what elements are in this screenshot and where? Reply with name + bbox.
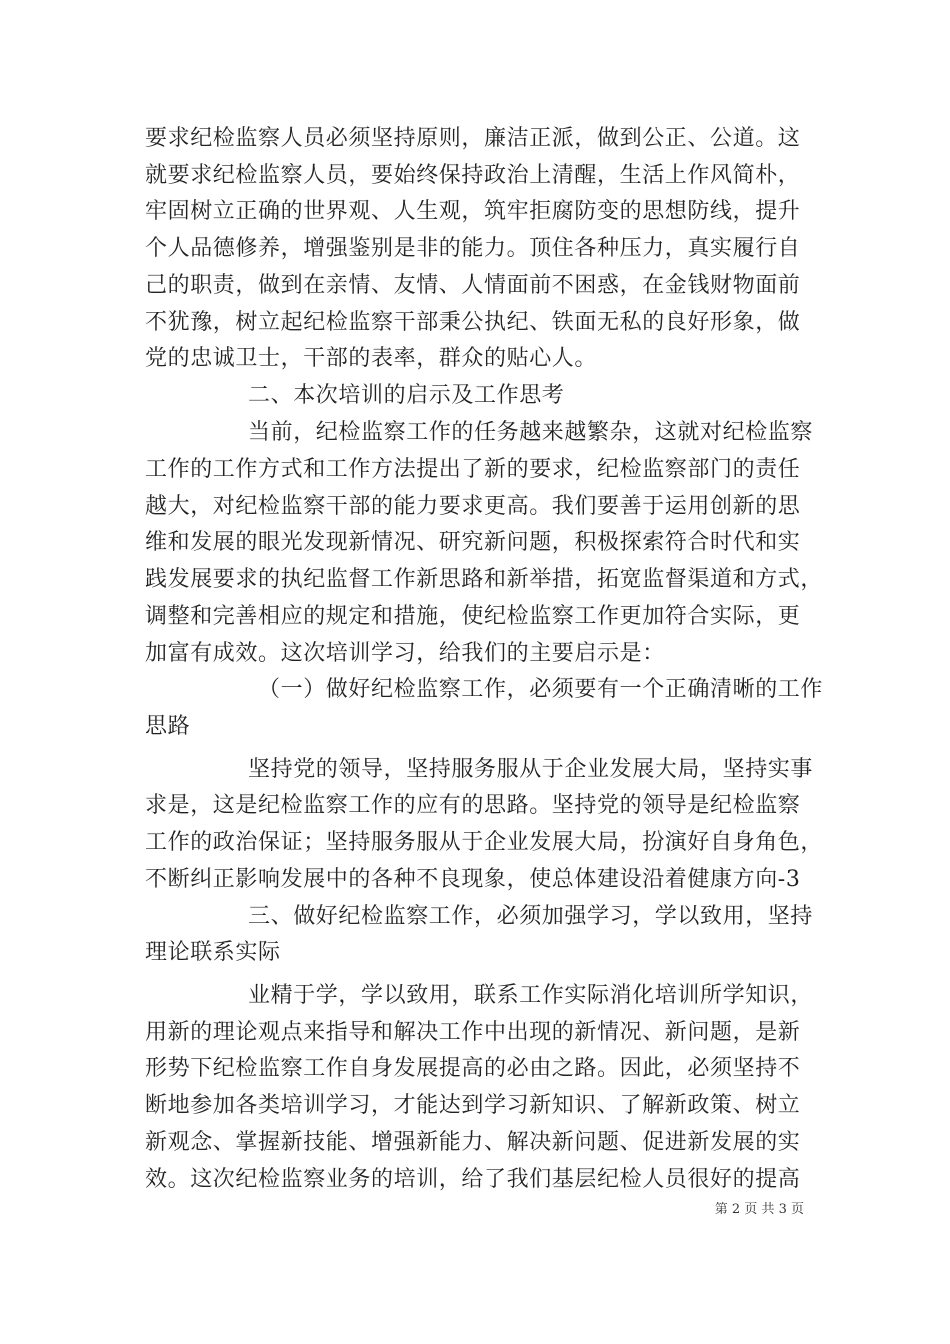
text-line: 工作的政治保证；坚持服务服从于企业发展大局，扮演好自身角色， bbox=[145, 830, 824, 855]
text-line: 当前，纪检监察工作的任务越来越繁杂，这就对纪检监察 bbox=[248, 420, 814, 445]
text-line: 调整和完善相应的规定和措施，使纪检监察工作更加符合实际，更 bbox=[145, 604, 801, 629]
text-line: 就要求纪检监察人员，要始终保持政治上清醒，生活上作风简朴， bbox=[145, 163, 801, 188]
text-line: 效。这次纪检监察业务的培训，给了我们基层纪检人员很好的提高 bbox=[145, 1167, 801, 1192]
text-line: 维和发展的眼光发现新情况、研究新问题，积极探索符合时代和实 bbox=[145, 530, 801, 555]
text-line: 用新的理论观点来指导和解决工作中出现的新情况、新问题，是新 bbox=[145, 1020, 801, 1045]
text-line: 不断纠正影响发展中的各种不良现象，使总体建设沿着健康方向-3 bbox=[145, 867, 801, 892]
section-heading: 二、本次培训的启示及工作思考 bbox=[248, 383, 565, 408]
section-heading: 三、做好纪检监察工作，必须加强学习，学以致用，坚持 bbox=[248, 904, 814, 929]
text-line: 个人品德修养，增强鉴别是非的能力。顶住各种压力，真实履行自 bbox=[145, 236, 801, 261]
text-line: 新观念、掌握新技能、增强新能力、解决新问题、促进新发展的实 bbox=[145, 1130, 801, 1155]
subsection-heading: （一）做好纪检监察工作，必须要有一个正确清晰的工作 bbox=[258, 677, 824, 702]
text-line: 要求纪检监察人员必须坚持原则，廉洁正派，做到公正、公道。这 bbox=[145, 126, 801, 151]
text-line: 工作的工作方式和工作方法提出了新的要求，纪检监察部门的责任 bbox=[145, 457, 801, 482]
text-line: 形势下纪检监察工作自身发展提高的必由之路。因此，必须坚持不 bbox=[145, 1056, 801, 1081]
text-line: 坚持党的领导，坚持服务服从于企业发展大局，坚持实事 bbox=[248, 757, 814, 782]
text-line: 越大，对纪检监察干部的能力要求更高。我们要善于运用创新的思 bbox=[145, 494, 801, 519]
subsection-heading-continuation: 思路 bbox=[145, 714, 191, 739]
text-line: 牢固树立正确的世界观、人生观，筑牢拒腐防变的思想防线，提升 bbox=[145, 199, 801, 224]
page-number: 第 2 页 共 3 页 bbox=[714, 1202, 804, 1217]
text-line: 己的职责，做到在亲情、友情、人情面前不困惑，在金钱财物面前 bbox=[145, 273, 801, 298]
text-line: 求是，这是纪检监察工作的应有的思路。坚持党的领导是纪检监察 bbox=[145, 793, 801, 818]
text-line: 业精于学，学以致用，联系工作实际消化培训所学知识， bbox=[248, 983, 814, 1008]
section-heading-continuation: 理论联系实际 bbox=[145, 940, 281, 965]
text-line: 不犹豫，树立起纪检监察干部秉公执纪、铁面无私的良好形象，做 bbox=[145, 310, 801, 335]
text-line: 践发展要求的执纪监督工作新思路和新举措，拓宽监督渠道和方式， bbox=[145, 567, 824, 592]
text-line: 断地参加各类培训学习，才能达到学习新知识、了解新政策、树立 bbox=[145, 1093, 801, 1118]
text-line: 党的忠诚卫士，干部的表率，群众的贴心人。 bbox=[145, 346, 598, 371]
text-line: 加富有成效。这次培训学习，给我们的主要启示是： bbox=[145, 641, 665, 666]
